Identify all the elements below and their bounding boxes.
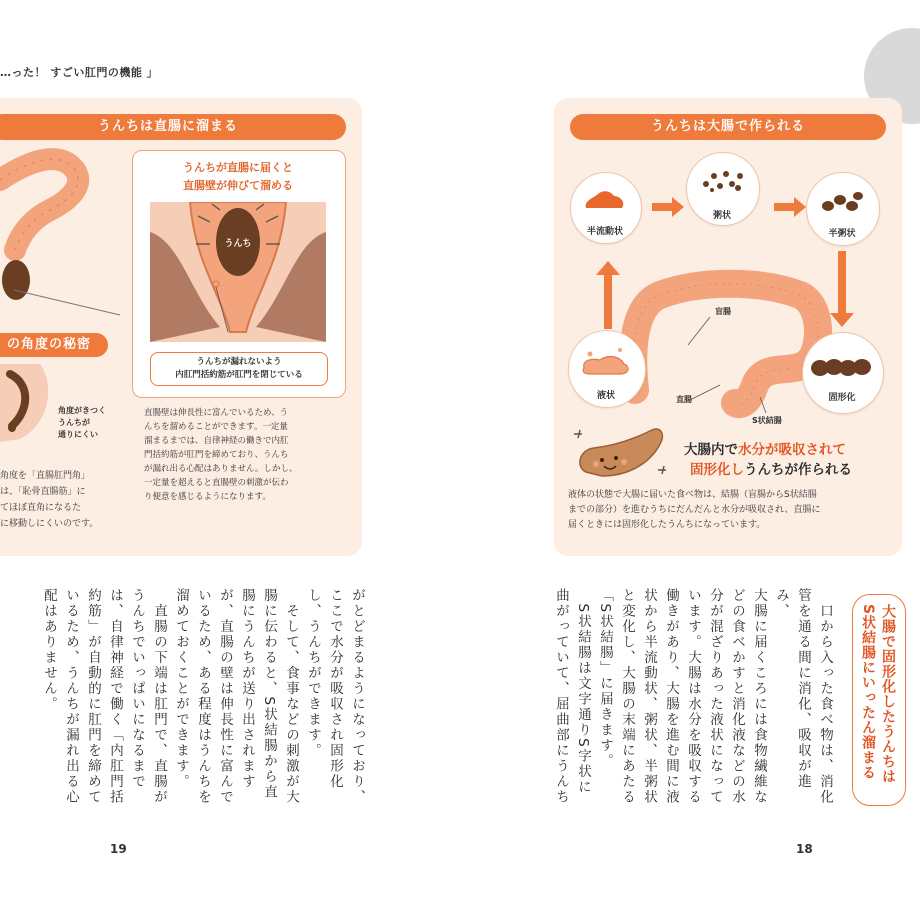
left-text-line-12: は、自律神経で働く「内肛門括	[107, 588, 123, 805]
right-text-line-1: 口から入った食べ物は、消化	[817, 588, 833, 805]
organ-label-rectum: 直腸	[676, 395, 692, 404]
left-text-line-14: いるため、うんちが漏れ出る心	[63, 588, 79, 805]
left-text-line-3: し、うんちができます。	[305, 588, 321, 759]
left-text-line-4: そして、食事などの刺激が大	[283, 588, 299, 805]
caption-line-2: までの部分）を進むうちにだんだんと水分が吸収され、直腸に	[568, 505, 821, 515]
rectum-callout-title-1: うんちが直腸に届くと	[183, 161, 293, 174]
left-text-line-13: 約筋」が自動的に肛門を締めて	[85, 588, 101, 805]
rectum-callout-title-2: 直腸壁が伸びて溜める	[183, 179, 293, 192]
side-title-line-2: S状結腸にいったん溜まる	[860, 604, 876, 781]
chapter-header: …った！ すごい肛門の機能 」	[0, 66, 159, 79]
semi-fluid-stool-icon	[584, 188, 626, 212]
angle-text-line-4: に移動しにくいのです。	[0, 519, 99, 529]
sphincter-note-line-1: うんちが漏れないよう	[196, 357, 282, 367]
headline-line-1	[684, 440, 894, 460]
organ-label-sigmoid: S状結腸	[752, 416, 782, 425]
explanation-line-6: 一定量を超えると直腸壁の刺激が伝わ	[144, 478, 289, 488]
angle-note-line-3: 通りにくい	[58, 430, 98, 439]
right-text-line-5: 分が混ざりあった液状になって	[707, 588, 723, 805]
stage-label-liquid: 液状	[596, 391, 615, 401]
anorectal-angle-illustration	[0, 364, 60, 442]
explanation-line-2: んちを溜めることができます。一定量	[144, 422, 288, 432]
solid-stool-icon	[810, 356, 874, 380]
colon-shape	[633, 284, 818, 404]
right-text-line-2: 管を通る間に消化、吸収が進み、	[773, 588, 811, 790]
left-text-line-5: 腸に伝わると、S状結腸から直	[261, 588, 277, 801]
explanation-line-3: 溜まるまでは、自律神経の働きで内肛	[144, 436, 289, 446]
colon-illustration-left	[0, 140, 130, 340]
caption-line-3: 届くときには固形化したうんちになっています。	[568, 520, 766, 530]
rectum-stool	[2, 260, 30, 300]
angle-text-line-3: てほぼ直角になるた	[0, 503, 82, 513]
left-text-line-15: 配はありません。	[41, 588, 57, 712]
page-number-left: 19	[110, 842, 127, 856]
page-number-right: 18	[796, 842, 813, 856]
right-panel-banner: うんちは大腸で作られる	[570, 114, 886, 140]
angle-note	[58, 405, 132, 441]
right-text-line-12: 曲がっていて、屈曲部にうんち	[553, 588, 569, 805]
side-title-line-1: 大腸で固形化したうんちは	[880, 604, 896, 784]
stage-label-semi-porridge: 半粥状	[828, 229, 856, 239]
left-panel-banner: うんちは直腸に溜まる	[0, 114, 346, 140]
angle-secret-banner: の角度の秘密	[0, 333, 108, 357]
right-text-line-9: と変化し、大腸の末端にあたる	[619, 588, 635, 805]
headline-line-2	[684, 460, 894, 480]
sphincter-note-line-2: 内肛門括約筋が肛門を閉じている	[175, 370, 303, 380]
explanation-line-5: が漏れ出る心配はありません。しかし、	[144, 464, 298, 474]
headline-part-3: 固形化し	[690, 462, 744, 478]
right-text-line-11: S状結腸は文字通りS字状に	[575, 588, 591, 796]
left-text-line-9: 溜めておくことができます。	[173, 588, 189, 790]
liquid-stool-icon	[580, 346, 632, 376]
right-caption	[568, 488, 894, 533]
left-text-line-6: 腸にうんちが送り出されます	[239, 588, 255, 790]
rectum-cross-section	[150, 202, 326, 342]
stage-label-semi-fluid: 半流動状	[586, 227, 623, 237]
headline-part-4: うんちが作られる	[744, 462, 852, 478]
right-text-line-4: どの食べかすと消化液などの水	[729, 588, 745, 805]
right-text-line-10: 「S状結腸」に届きます。	[597, 588, 613, 770]
angle-note-line-2: うんちが	[58, 418, 90, 427]
left-text-line-2: ここで水分が吸収され固形化	[327, 588, 343, 790]
angle-text-line-1: 角度を「直腸肛門角」	[0, 471, 91, 481]
porridge-stool-icon	[698, 166, 748, 194]
headline-part-1: 大腸内で	[684, 442, 738, 458]
headline-part-2: 水分が吸収されて	[738, 442, 846, 458]
left-page-body	[22, 588, 368, 818]
sphincter-note	[150, 352, 328, 386]
explanation-line-1: 直腸壁は伸長性に富んでいるため、う	[144, 408, 289, 418]
stage-label-solid: 固形化	[828, 393, 856, 403]
organ-label-cecum: 盲腸	[715, 307, 731, 316]
stool-label: うんち	[224, 239, 252, 249]
right-text-line-8: 状から半流動状、粥状、半粥状	[641, 588, 657, 805]
angle-text	[0, 468, 126, 532]
explanation-line-4: 門括約筋が肛門を締めており、うんち	[144, 450, 289, 460]
right-headline	[684, 440, 894, 480]
stage-label-porridge: 粥状	[712, 211, 731, 221]
caption-line-1: 液体の状態で大腸に届いた食べ物は、結腸（盲腸からS状結腸	[568, 490, 817, 500]
left-text-line-10: 直腸の下端は肛門で、直腸が	[151, 588, 167, 805]
left-text-line-11: うんちでいっぱいになるまで	[129, 588, 145, 790]
mascot-stool-character	[572, 420, 672, 482]
explanation-line-7: り便意を感じるようになります。	[144, 492, 271, 502]
angle-text-line-2: は、「恥骨直腸筋」に	[0, 487, 86, 497]
right-text-line-6: います。大腸は水分を吸収する	[685, 588, 701, 805]
right-text-line-7: 働きがあり、大腸を進む間に液	[663, 588, 679, 805]
semi-porridge-stool-icon	[818, 188, 866, 216]
right-text-line-3: 大腸に届くころには食物繊維な	[751, 588, 767, 805]
angle-note-line-1: 角度がきつく	[58, 406, 106, 415]
rectum-explanation	[144, 406, 344, 504]
left-text-line-1: がとどまるようになっており、	[349, 588, 365, 805]
right-page-body	[553, 588, 836, 818]
left-text-line-8: いるため、ある程度はうんちを	[195, 588, 211, 805]
side-title	[858, 604, 898, 800]
left-text-line-7: が、直腸の壁は伸長性に富んで	[217, 588, 233, 805]
